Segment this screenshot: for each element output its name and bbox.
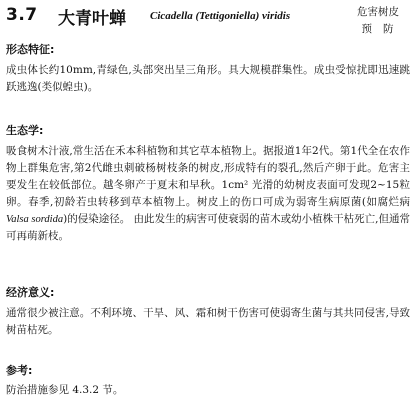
damage-type: 危害树皮 [357, 6, 399, 18]
morphology-text [6, 62, 410, 96]
pest-latin-name: Cicadella (Tettigoniella) viridis [150, 10, 291, 22]
reference-body: 防治措施参见 4.3.2 节。 [6, 384, 124, 396]
section-number: 3.7 [6, 5, 38, 25]
biology-heading: 生态学: [6, 124, 44, 137]
entry-header [6, 4, 412, 38]
morphology-heading: 形态特征: [6, 43, 55, 56]
economic-heading: 经济意义: [6, 286, 55, 299]
reference-text [6, 382, 410, 399]
economic-body: 通常很少被注意。不利环境、干旱、风、霜和树干伤害可使弱寄生菌与其共同侵害,导致树苗枯死。 [6, 307, 410, 336]
damage-category-note [346, 4, 410, 38]
management-type: 预防 [361, 23, 405, 35]
biology-text [6, 143, 410, 245]
pathogen-latin-name: Valsa sordida [6, 214, 64, 225]
reference-heading: 参考: [6, 364, 33, 377]
pest-common-name: 大青叶蝉 [58, 9, 126, 29]
biology-body-a: 吸食树木汁液,常生活在禾本科植物和其它草本植物上。据报道1年2代。第1代全在农作物上群集危害,第2代雌虫刺破杨树枝条的树皮,形成特有的裂孔,然后产卵于此。危害主要发生在较低部位。越冬卵产于夏末和早秋。1cm² 光滑的幼树皮表面可发现2~15粒卵。春季,初龄若虫转移到草本植物上。树皮上的伤口可成为弱寄生病原菌(如腐烂病 [6, 145, 410, 208]
morphology-body: 成虫体长约10mm,青绿色,头部突出呈三角形。具大规模群集性。成虫受惊扰即迅速跳跃逃逸(类似蝗虫)。 [6, 64, 410, 93]
biology-body-b: )的侵染途径。 由此发生的病害可使衰弱的苗木或幼小植株干枯死亡,但通常可再萌新枝。 [6, 213, 410, 242]
economic-text [6, 305, 410, 339]
